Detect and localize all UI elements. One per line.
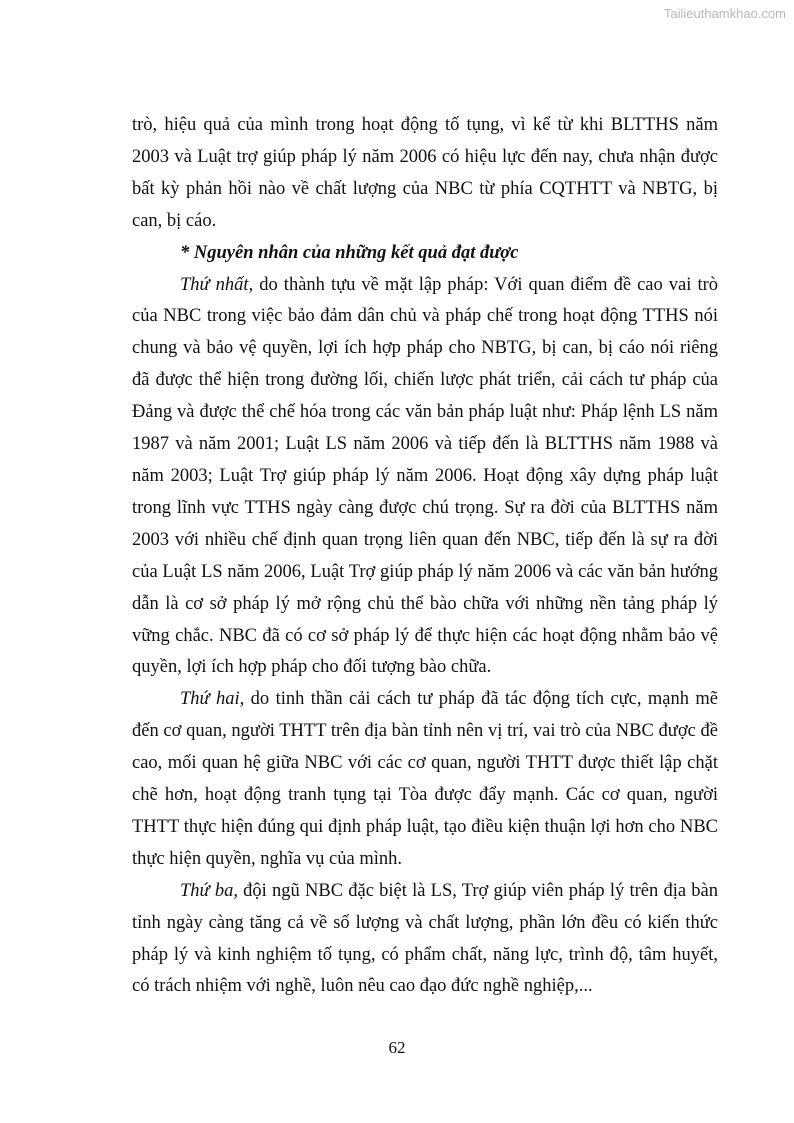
paragraph-second-reason xyxy=(132,684,718,875)
paragraph-text: do tinh thần cải cách tư pháp đã tác động tích cực, mạnh mẽ đến cơ quan, người THTT trên địa bàn tỉnh nên vị trí, vai trò của NBC được đề cao, mối quan hệ giữa NBC với các cơ quan, người THTT được thiết lập chặt chẽ hơn, hoạt động tranh tụng tại Tòa được đẩy mạnh. Các cơ quan, người THTT thực hiện đúng qui định pháp luật, tạo điều kiện thuận lợi hơn cho NBC thực hiện quyền, nghĩa vụ của mình. xyxy=(132,689,718,869)
paragraph-text: đội ngũ NBC đặc biệt là LS, Trợ giúp viên pháp lý trên địa bàn tỉnh ngày càng tăng cả về số lượng và chất lượng, phần lớn đều có kiến thức pháp lý và kinh nghiệm tố tụng, có phẩm chất, năng lực, trình độ, tâm huyết, có trách nhiệm với nghề, luôn nêu cao đạo đức nghề nghiệp,... xyxy=(132,880,718,997)
paragraph-lead: Thứ ba, xyxy=(180,880,238,901)
paragraph-continuation xyxy=(132,110,718,238)
page-number: 62 xyxy=(388,1038,406,1057)
document-body xyxy=(132,110,718,1003)
paragraph-first-reason xyxy=(132,270,718,685)
paragraph-lead: Thứ nhất xyxy=(180,274,249,295)
watermark: Tailieuthamkhao.com xyxy=(663,6,786,21)
paragraph-third-reason xyxy=(132,876,718,1004)
section-heading: * Nguyên nhân của những kết quả đạt được xyxy=(180,242,519,263)
paragraph-lead: Thứ hai, xyxy=(180,689,245,710)
paragraph-text: , do thành tựu về mặt lập pháp: Với quan điểm đề cao vai trò của NBC trong việc bảo đảm dân chủ và pháp chế trong hoạt động TTHS nói chung và bảo vệ quyền, lợi ích hợp pháp cho NBTG, bị can, bị cáo nói riêng đã được thể hiện trong đường lối, chiến lược phát triển, cải cách tư pháp của Đảng và được thể chế hóa trong các văn bản pháp luật như: Pháp lệnh LS năm 1987 và năm 2001; Luật LS năm 2006 và tiếp đến là BLTTHS năm 1988 và năm 2003; Luật Trợ giúp pháp lý năm 2006. Hoạt động xây dựng pháp luật trong lĩnh vực TTHS ngày càng được chú trọng. Sự ra đời của BLTTHS năm 2003 với nhiều chế định quan trọng liên quan đến NBC, tiếp đến là sự ra đời của Luật LS năm 2006, Luật Trợ giúp pháp lý năm 2006 và các văn bản hướng dẫn là cơ sở pháp lý mở rộng chủ thể bào chữa với những nền tảng pháp lý vững chắc. NBC đã có cơ sở pháp lý để thực hiện các hoạt động nhằm bảo vệ quyền, lợi ích hợp pháp cho đối tượng bào chữa. xyxy=(132,274,718,678)
paragraph-text: trò, hiệu quả của mình trong hoạt động tố tụng, vì kể từ khi BLTTHS năm 2003 và Luật trợ giúp pháp lý năm 2006 có hiệu lực đến nay, chưa nhận được bất kỳ phản hồi nào về chất lượng của NBC từ phía CQTHTT và NBTG, bị can, bị cáo. xyxy=(132,115,718,231)
